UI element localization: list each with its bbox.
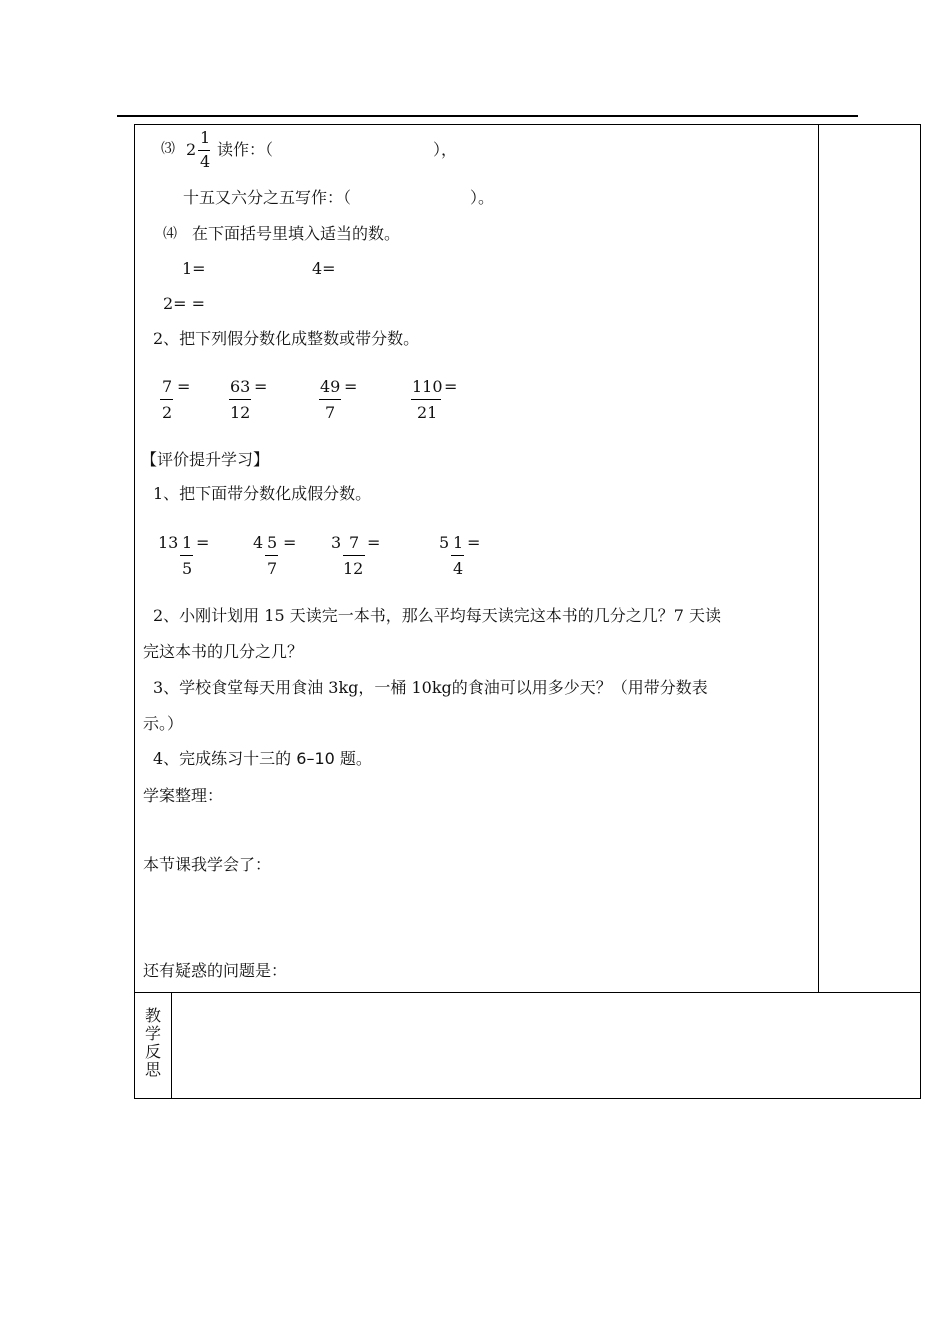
evaluation-q3-line1: 3、学校食堂每天用食油 3kg，一桶 10kg的食油可以用多少天？（用带分数表 <box>153 678 708 697</box>
fraction-bar <box>198 150 210 151</box>
improper-fraction-2 <box>229 377 279 425</box>
fraction-denominator: 12 <box>230 403 251 422</box>
fraction-denominator: 4 <box>200 152 211 171</box>
mixed-whole: 5 <box>439 533 450 552</box>
equals-sign: = <box>177 377 191 396</box>
fraction-bar <box>319 399 341 400</box>
fraction-denominator: 7 <box>325 403 336 422</box>
equation-2: 2= = <box>163 294 206 313</box>
fraction-numerator: 1 <box>200 128 211 147</box>
fraction-bar <box>180 555 193 556</box>
mixed-fraction <box>198 128 212 174</box>
header-rule <box>117 115 858 117</box>
fraction-denominator: 21 <box>417 403 438 422</box>
reflection-label <box>143 1007 163 1079</box>
read-close: ）， <box>433 140 458 159</box>
fraction-numerator: 63 <box>230 377 251 396</box>
mixed-number-3 <box>331 533 391 581</box>
table-left-border <box>134 124 135 1099</box>
mixed-whole: 4 <box>253 533 264 552</box>
table-top-border <box>134 124 921 125</box>
reflection-char-1: 教 <box>144 1006 161 1025</box>
fraction-denominator: 4 <box>453 559 464 578</box>
summary-learned: 本节课我学会了： <box>143 855 272 874</box>
summary-title: 学案整理： <box>143 786 224 805</box>
equals-sign: = <box>196 533 210 552</box>
mixed-number-2 <box>253 533 303 581</box>
evaluation-q2-line2: 完这本书的几分之几？ <box>143 642 304 661</box>
reflection-char-2: 学 <box>144 1024 161 1043</box>
fraction-numerator: 1 <box>453 533 464 552</box>
q2-title: 2、把下列假分数化成整数或带分数。 <box>153 329 420 348</box>
q4-prefix: 4、完成练习十三的 <box>153 749 297 768</box>
table-bottom-border <box>134 1098 921 1099</box>
write-line: 十五又六分之五写作：（ <box>183 188 352 207</box>
reflection-char-4: 思 <box>144 1060 161 1079</box>
mixed-whole: 2 <box>186 140 197 159</box>
mixed-whole: 13 <box>158 533 179 552</box>
equation-1: 1= <box>182 259 206 278</box>
improper-fraction-1 <box>160 377 200 425</box>
fraction-numerator: 7 <box>162 377 173 396</box>
fraction-denominator: 7 <box>267 559 278 578</box>
equals-sign: = <box>254 377 268 396</box>
equation-4: 4= <box>312 259 336 278</box>
equals-sign: = <box>344 377 358 396</box>
read-label: 读作：（ <box>217 140 274 159</box>
reflection-char-3: 反 <box>144 1042 161 1061</box>
mixed-number-4 <box>439 533 489 581</box>
evaluation-q4 <box>153 749 372 769</box>
equals-sign: = <box>444 377 458 396</box>
fraction-denominator: 12 <box>343 559 364 578</box>
summary-questions: 还有疑惑的问题是： <box>143 961 288 980</box>
equals-sign: = <box>467 533 481 552</box>
mixed-whole: 3 <box>331 533 342 552</box>
evaluation-q2-line1: 2、小刚计划用 15 天读完一本书，那么平均每天读完这本书的几分之几？7 天读 <box>153 606 721 625</box>
fraction-denominator: 2 <box>162 403 173 422</box>
section-4-instruction: 在下面括号里填入适当的数。 <box>192 224 401 243</box>
equals-sign: = <box>283 533 297 552</box>
fraction-bar <box>265 555 278 556</box>
fraction-bar <box>160 399 173 400</box>
fraction-bar <box>343 555 365 556</box>
section-4-marker: ⑷ <box>163 226 177 242</box>
equals-sign: = <box>367 533 381 552</box>
fraction-bar <box>451 555 464 556</box>
write-close: ）。 <box>470 188 495 207</box>
fraction-bar <box>229 399 251 400</box>
evaluation-q3-line2: 示。） <box>143 714 184 733</box>
fraction-numerator: 49 <box>320 377 341 396</box>
fraction-numerator: 110 <box>412 377 443 396</box>
q4-suffix: 题。 <box>334 749 372 768</box>
fraction-numerator: 5 <box>267 533 278 552</box>
fraction-bar <box>411 399 441 400</box>
improper-fraction-4 <box>411 377 471 425</box>
fraction-denominator: 5 <box>182 559 193 578</box>
column-divider <box>818 124 819 993</box>
evaluation-heading: 【评价提升学习】 <box>141 450 270 469</box>
table-right-border <box>920 124 921 1099</box>
evaluation-q1: 1、把下面带分数化成假分数。 <box>153 484 372 503</box>
improper-fraction-3 <box>319 377 369 425</box>
section-3-marker: ⑶ <box>161 141 175 157</box>
fraction-numerator: 7 <box>349 533 360 552</box>
reflection-content[interactable] <box>172 993 920 1098</box>
mixed-number-1 <box>158 533 218 581</box>
q4-range: 6–10 <box>296 749 335 768</box>
fraction-numerator: 1 <box>182 533 193 552</box>
